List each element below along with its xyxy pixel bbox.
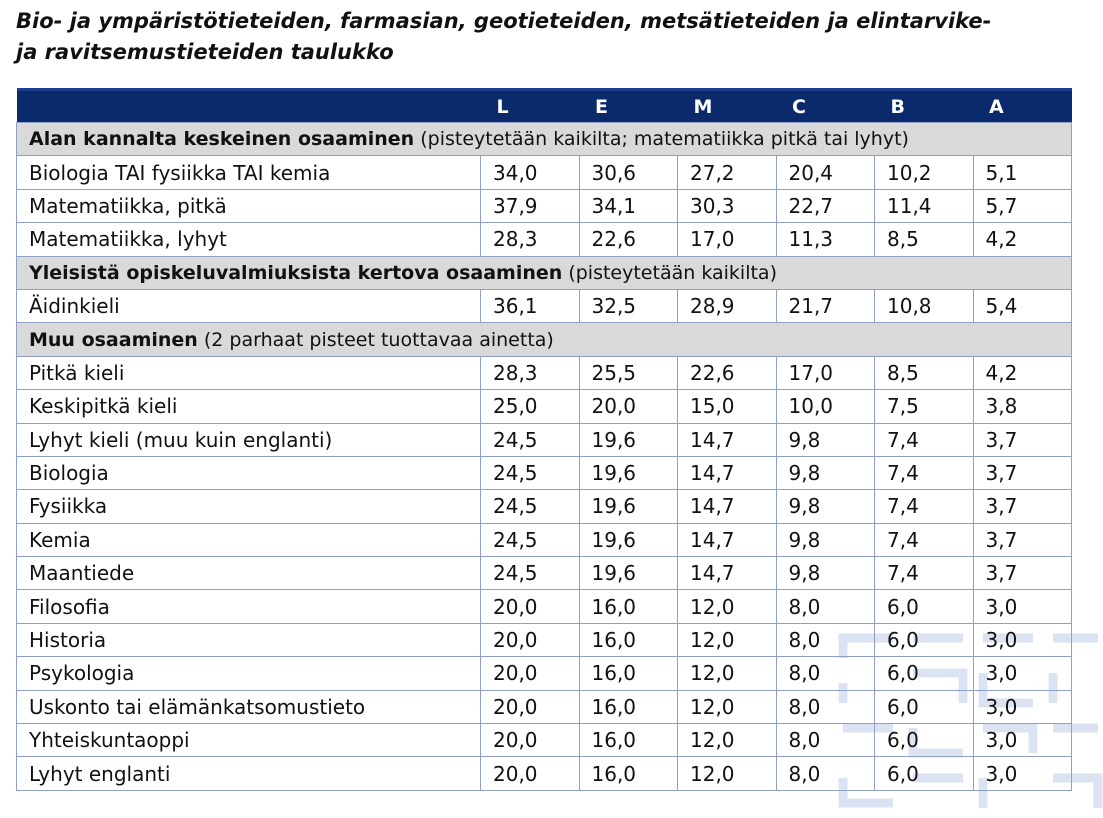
score-cell-A: 3,8 <box>973 390 1072 423</box>
score-cell-C: 17,0 <box>776 356 875 389</box>
score-cell-A: 3,0 <box>973 657 1072 690</box>
section-note: (2 parhaat pisteet tuottavaa ainetta) <box>203 328 554 351</box>
score-cell-L: 28,3 <box>481 356 580 389</box>
score-cell-E: 32,5 <box>579 289 678 322</box>
table-row <box>17 456 1072 489</box>
score-cell-L: 37,9 <box>481 189 580 222</box>
score-cell-C: 8,0 <box>776 657 875 690</box>
score-cell-E: 22,6 <box>579 223 678 256</box>
subject-cell: Matematiikka, pitkä <box>17 189 481 222</box>
score-cell-M: 22,6 <box>678 356 777 389</box>
grade-header-E: E <box>579 90 678 123</box>
section-header <box>17 123 1072 156</box>
score-cell-E: 19,6 <box>579 557 678 590</box>
score-cell-B: 7,4 <box>875 557 974 590</box>
score-cell-M: 12,0 <box>678 724 777 757</box>
table-row <box>17 523 1072 556</box>
table-row <box>17 356 1072 389</box>
score-cell-E: 16,0 <box>579 623 678 656</box>
score-cell-M: 15,0 <box>678 390 777 423</box>
score-cell-C: 21,7 <box>776 289 875 322</box>
score-cell-L: 20,0 <box>481 657 580 690</box>
score-cell-M: 14,7 <box>678 523 777 556</box>
subject-cell: Filosofia <box>17 590 481 623</box>
score-cell-C: 8,0 <box>776 757 875 790</box>
score-cell-B: 10,8 <box>875 289 974 322</box>
score-cell-A: 3,0 <box>973 757 1072 790</box>
score-cell-B: 6,0 <box>875 657 974 690</box>
score-cell-M: 14,7 <box>678 557 777 590</box>
subject-cell: Pitkä kieli <box>17 356 481 389</box>
score-cell-A: 3,7 <box>973 456 1072 489</box>
score-cell-A: 5,7 <box>973 189 1072 222</box>
score-cell-B: 6,0 <box>875 757 974 790</box>
subject-cell: Uskonto tai elämänkatsomustieto <box>17 690 481 723</box>
score-cell-A: 3,0 <box>973 590 1072 623</box>
score-cell-E: 16,0 <box>579 590 678 623</box>
score-cell-M: 14,7 <box>678 456 777 489</box>
score-cell-M: 12,0 <box>678 623 777 656</box>
score-cell-B: 6,0 <box>875 690 974 723</box>
score-cell-C: 9,8 <box>776 490 875 523</box>
score-cell-A: 3,7 <box>973 557 1072 590</box>
table-row <box>17 590 1072 623</box>
table-row <box>17 623 1072 656</box>
score-cell-M: 14,7 <box>678 490 777 523</box>
score-cell-A: 3,7 <box>973 423 1072 456</box>
score-cell-C: 9,8 <box>776 557 875 590</box>
score-cell-C: 9,8 <box>776 523 875 556</box>
score-cell-E: 16,0 <box>579 690 678 723</box>
section-header <box>17 323 1072 356</box>
score-cell-M: 12,0 <box>678 590 777 623</box>
score-cell-C: 10,0 <box>776 390 875 423</box>
subject-cell: Keskipitkä kieli <box>17 390 481 423</box>
section-heading: Muu osaaminen <box>29 328 198 351</box>
score-cell-L: 24,5 <box>481 490 580 523</box>
section-note: (pisteytetään kaikilta; matematiikka pitkä tai lyhyt) <box>420 128 909 151</box>
section-header-row <box>17 256 1072 289</box>
score-cell-A: 4,2 <box>973 223 1072 256</box>
score-cell-L: 20,0 <box>481 724 580 757</box>
section-header-row <box>17 323 1072 356</box>
subject-cell: Lyhyt englanti <box>17 757 481 790</box>
score-cell-C: 22,7 <box>776 189 875 222</box>
score-cell-A: 5,4 <box>973 289 1072 322</box>
table-row <box>17 189 1072 222</box>
subject-cell: Yhteiskuntaoppi <box>17 724 481 757</box>
subject-cell: Maantiede <box>17 557 481 590</box>
section-heading: Yleisistä opiskeluvalmiuksista kertova osaaminen <box>29 261 563 284</box>
table-row <box>17 289 1072 322</box>
score-cell-B: 6,0 <box>875 623 974 656</box>
title-line-2: ja ravitsemustieteiden taulukko <box>16 40 394 64</box>
grade-header-B: B <box>875 90 974 123</box>
score-cell-M: 14,7 <box>678 423 777 456</box>
subject-cell: Biologia TAI fysiikka TAI kemia <box>17 156 481 189</box>
grade-header-row <box>17 90 1072 123</box>
score-cell-B: 7,5 <box>875 390 974 423</box>
score-table <box>16 88 1072 791</box>
subject-cell: Lyhyt kieli (muu kuin englanti) <box>17 423 481 456</box>
score-cell-C: 8,0 <box>776 590 875 623</box>
score-cell-E: 19,6 <box>579 523 678 556</box>
score-cell-C: 8,0 <box>776 724 875 757</box>
score-cell-C: 8,0 <box>776 623 875 656</box>
table-body <box>17 123 1072 791</box>
subject-cell: Matematiikka, lyhyt <box>17 223 481 256</box>
score-cell-E: 20,0 <box>579 390 678 423</box>
score-cell-L: 20,0 <box>481 690 580 723</box>
header-blank-cell <box>17 90 481 123</box>
score-cell-B: 7,4 <box>875 490 974 523</box>
score-cell-M: 12,0 <box>678 757 777 790</box>
score-cell-E: 16,0 <box>579 657 678 690</box>
score-cell-L: 24,5 <box>481 456 580 489</box>
score-cell-C: 9,8 <box>776 456 875 489</box>
table-row <box>17 390 1072 423</box>
table-row <box>17 423 1072 456</box>
score-cell-L: 24,5 <box>481 423 580 456</box>
score-cell-L: 24,5 <box>481 557 580 590</box>
table-row <box>17 757 1072 790</box>
score-cell-A: 4,2 <box>973 356 1072 389</box>
score-cell-L: 20,0 <box>481 590 580 623</box>
score-cell-M: 12,0 <box>678 657 777 690</box>
score-cell-E: 19,6 <box>579 423 678 456</box>
score-cell-A: 3,7 <box>973 490 1072 523</box>
subject-cell: Biologia <box>17 456 481 489</box>
score-cell-B: 8,5 <box>875 223 974 256</box>
score-cell-B: 6,0 <box>875 590 974 623</box>
score-cell-E: 30,6 <box>579 156 678 189</box>
score-cell-L: 24,5 <box>481 523 580 556</box>
table-row <box>17 657 1072 690</box>
subject-cell: Psykologia <box>17 657 481 690</box>
score-cell-C: 20,4 <box>776 156 875 189</box>
section-note: (pisteytetään kaikilta) <box>568 261 777 284</box>
score-cell-E: 19,6 <box>579 490 678 523</box>
score-cell-E: 16,0 <box>579 757 678 790</box>
score-cell-L: 34,0 <box>481 156 580 189</box>
section-header <box>17 256 1072 289</box>
grade-header-M: M <box>678 90 777 123</box>
subject-cell: Kemia <box>17 523 481 556</box>
score-cell-C: 11,3 <box>776 223 875 256</box>
grade-header-A: A <box>973 90 1072 123</box>
subject-cell: Historia <box>17 623 481 656</box>
score-cell-B: 6,0 <box>875 724 974 757</box>
table-row <box>17 156 1072 189</box>
score-cell-E: 25,5 <box>579 356 678 389</box>
subject-cell: Äidinkieli <box>17 289 481 322</box>
score-cell-B: 7,4 <box>875 456 974 489</box>
score-cell-A: 3,0 <box>973 724 1072 757</box>
title-line-1: Bio- ja ympäristötieteiden, farmasian, geotieteiden, metsätieteiden ja elintarvike- <box>16 9 992 33</box>
score-cell-B: 8,5 <box>875 356 974 389</box>
score-cell-B: 11,4 <box>875 189 974 222</box>
score-cell-E: 19,6 <box>579 456 678 489</box>
subject-cell: Fysiikka <box>17 490 481 523</box>
score-cell-M: 27,2 <box>678 156 777 189</box>
score-cell-E: 16,0 <box>579 724 678 757</box>
score-cell-L: 36,1 <box>481 289 580 322</box>
section-heading: Alan kannalta keskeinen osaaminen <box>29 128 415 151</box>
table-row <box>17 557 1072 590</box>
section-header-row <box>17 123 1072 156</box>
table-row <box>17 690 1072 723</box>
score-cell-L: 20,0 <box>481 757 580 790</box>
table-row <box>17 490 1072 523</box>
score-cell-A: 3,7 <box>973 523 1072 556</box>
score-cell-B: 7,4 <box>875 423 974 456</box>
score-cell-L: 28,3 <box>481 223 580 256</box>
score-cell-M: 28,9 <box>678 289 777 322</box>
score-cell-E: 34,1 <box>579 189 678 222</box>
score-cell-B: 7,4 <box>875 523 974 556</box>
score-cell-M: 17,0 <box>678 223 777 256</box>
score-cell-A: 5,1 <box>973 156 1072 189</box>
grade-header-L: L <box>481 90 580 123</box>
table-row <box>17 724 1072 757</box>
page-title <box>16 6 1096 68</box>
score-cell-L: 20,0 <box>481 623 580 656</box>
score-cell-C: 9,8 <box>776 423 875 456</box>
score-cell-C: 8,0 <box>776 690 875 723</box>
score-cell-B: 10,2 <box>875 156 974 189</box>
score-cell-A: 3,0 <box>973 623 1072 656</box>
score-cell-M: 30,3 <box>678 189 777 222</box>
table-row <box>17 223 1072 256</box>
grade-header-C: C <box>776 90 875 123</box>
score-cell-A: 3,0 <box>973 690 1072 723</box>
score-cell-M: 12,0 <box>678 690 777 723</box>
score-cell-L: 25,0 <box>481 390 580 423</box>
